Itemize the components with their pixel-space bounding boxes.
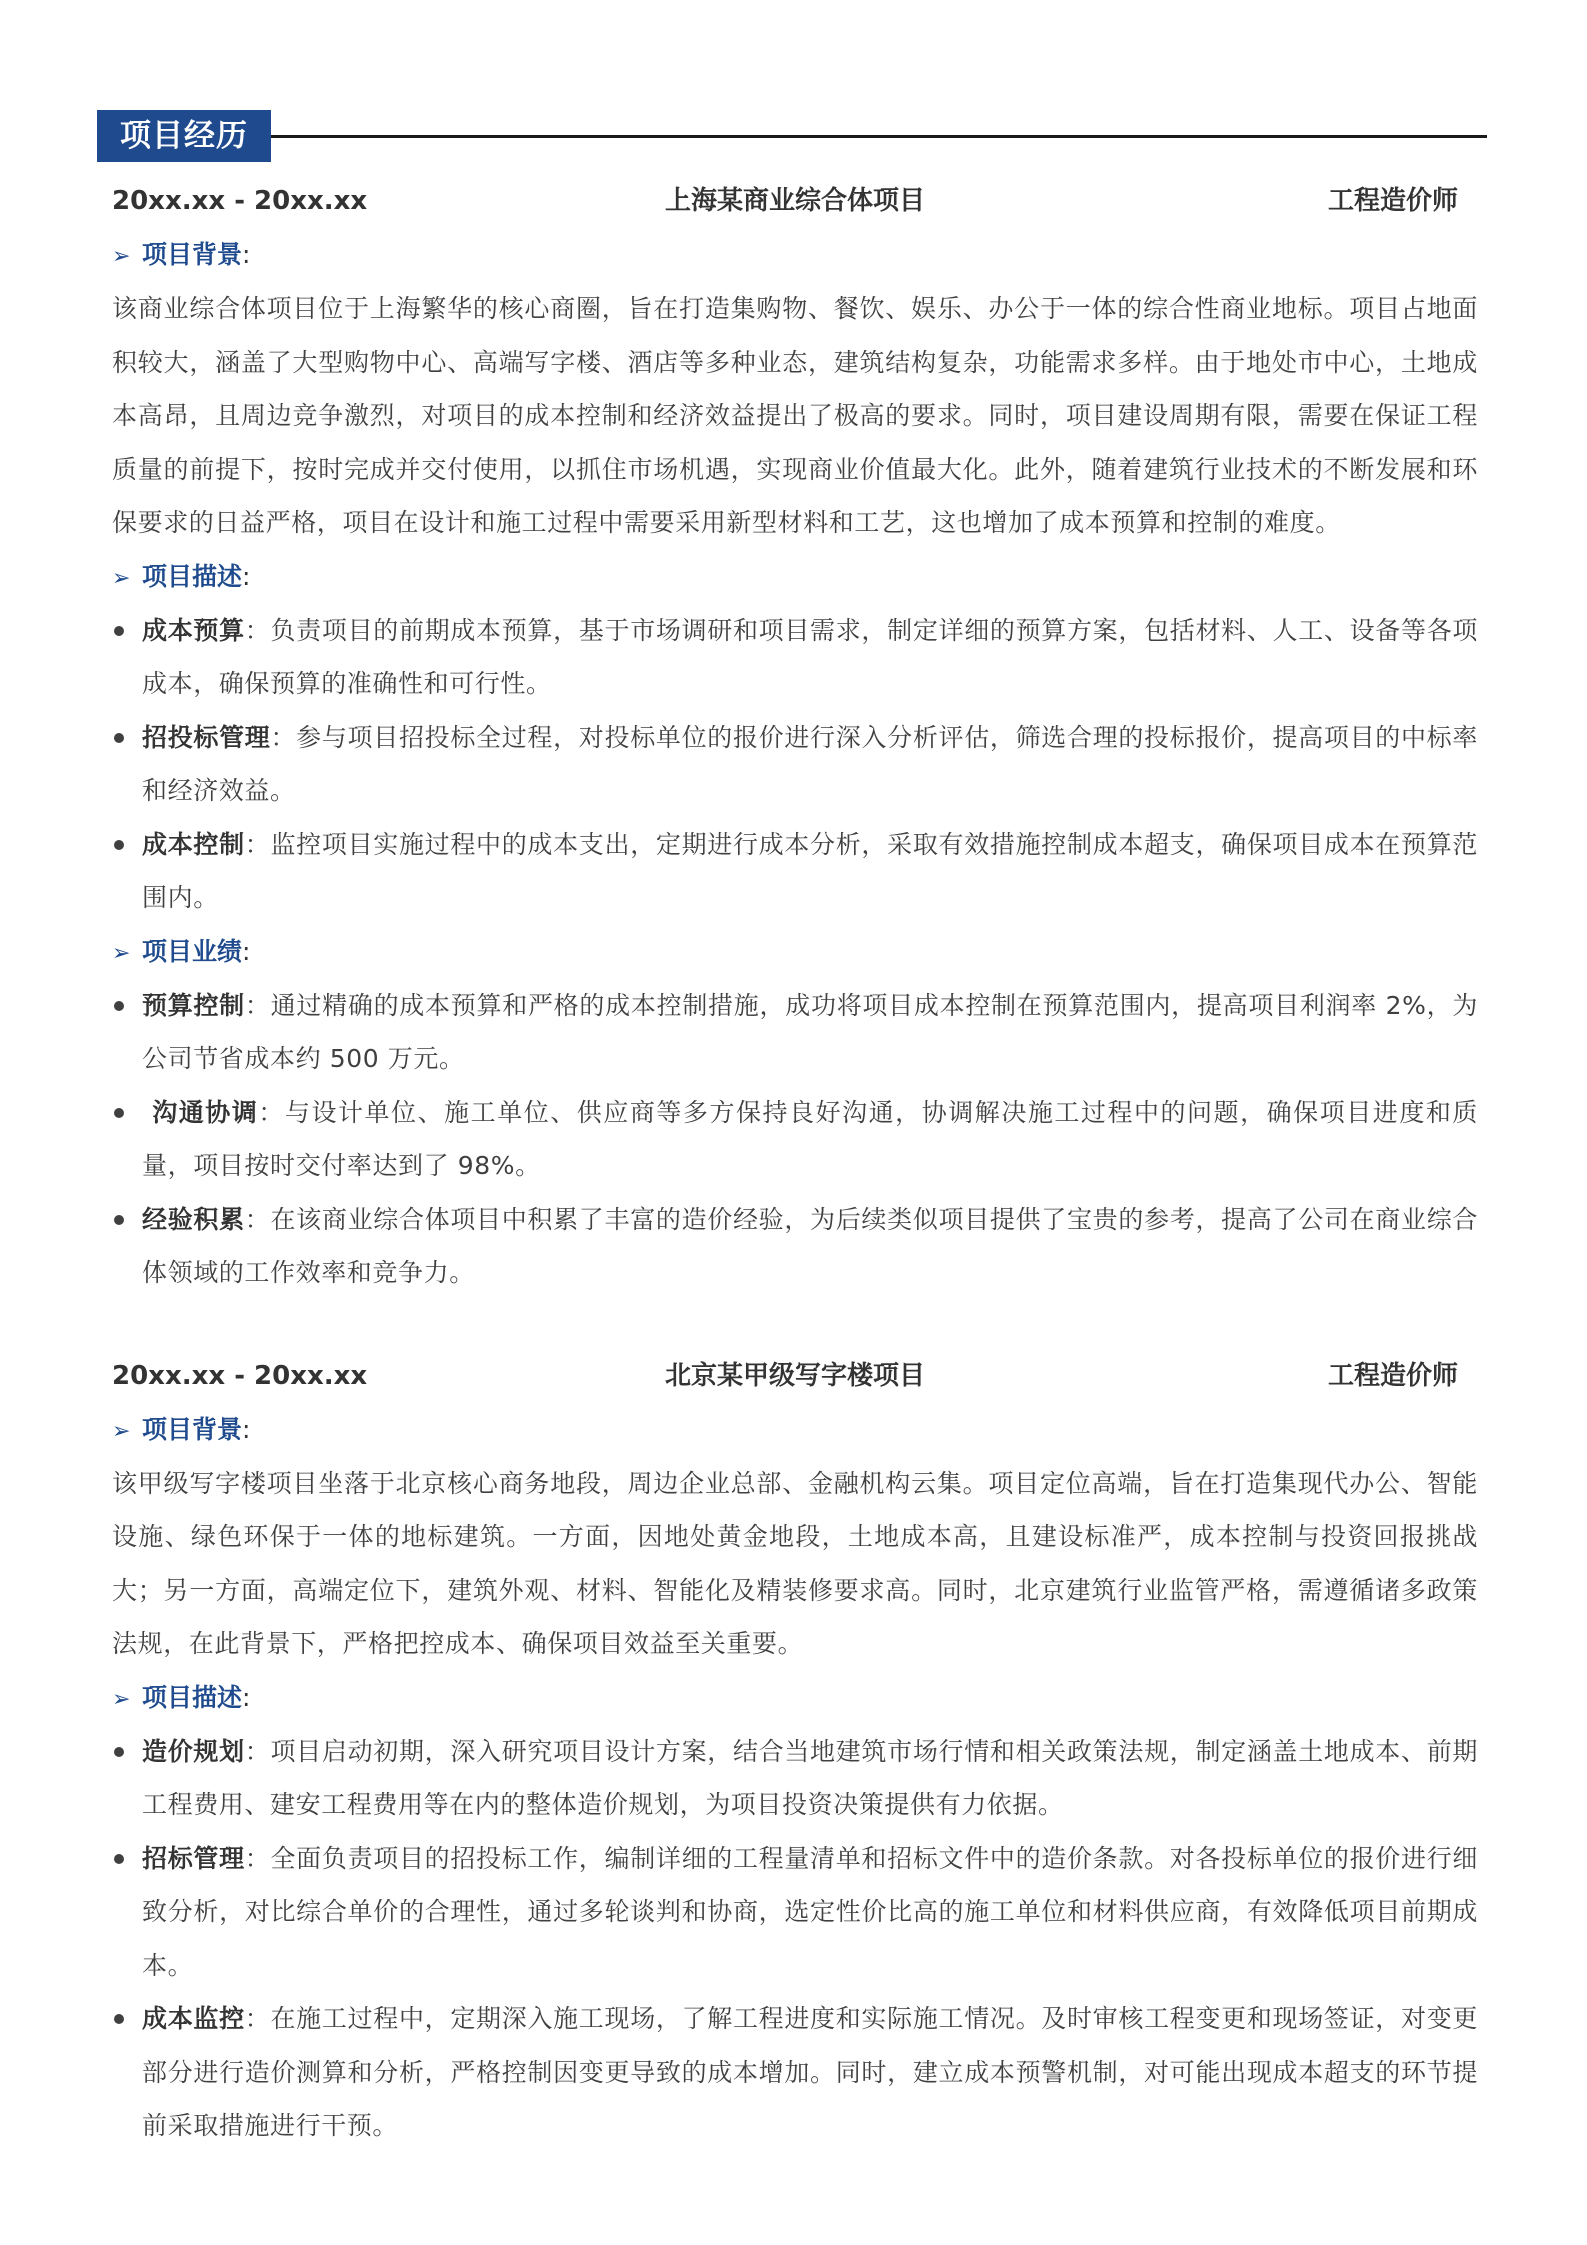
item-term: 沟通协调 [142,1097,259,1127]
arrow-right-icon: ➢ [112,1418,131,1444]
list-item [112,711,1478,818]
project-role: 工程造价师 [1327,186,1458,216]
project-role: 工程造价师 [1327,1360,1458,1391]
project-name: 北京某甲级写字楼项目 [664,1360,925,1391]
background-sep: : [242,240,251,269]
project-entry [112,1349,1478,2153]
item-text: 参与项目招投标全过程，对投标单位的报价进行深入分析评估，筛选合理的投标报价，提高项目的中标率和经济效益。 [142,722,1478,805]
list-item [112,979,1478,1086]
item-sep: ： [244,1736,271,1766]
bullet-dot-icon [114,1108,124,1118]
list-item [112,604,1478,711]
bullet-dot-icon [114,1747,124,1757]
item-term: 招投标管理 [142,722,271,752]
item-term: 成本监控 [142,2004,245,2033]
arrow-right-icon: ➢ [112,1686,131,1712]
item-sep: ： [258,1097,285,1127]
background-heading [112,228,1478,282]
achievement-heading [112,925,1478,979]
item-sep: ： [270,722,297,752]
project-header [112,1349,1478,1403]
item-term: 招标管理 [142,1843,245,1873]
section-title: 项目经历 [97,110,271,162]
item-text: 在该商业综合体项目中积累了丰富的造价经验，为后续类似项目提供了宝贵的参考，提高了公司在商业综合体领域的工作效率和竞争力。 [142,1204,1478,1287]
project-date: 20xx.xx - 20xx.xx [112,186,368,216]
description-list [112,1725,1478,2153]
background-label: 项目背景 [142,1414,243,1444]
item-sep: ： [244,990,271,1020]
achievement-sep: : [242,936,251,966]
description-label: 项目描述 [142,561,243,591]
section-header [97,110,1487,162]
item-text: 通过精确的成本预算和严格的成本控制措施，成功将项目成本控制在预算范围内，提高项目利润率 2%，为公司节省成本约 500 万元。 [142,990,1478,1073]
arrow-right-icon: ➢ [112,244,131,269]
description-heading [112,1671,1478,1725]
project-list [112,174,1478,2153]
item-sep: ： [244,829,271,859]
description-list [112,604,1478,925]
background-label: 项目背景 [142,240,243,269]
item-text: 负责项目的前期成本预算，基于市场调研和项目需求，制定详细的预算方案，包括材料、人工、设备等各项成本，确保预算的准确性和可行性。 [142,615,1478,698]
background-text: 该商业综合体项目位于上海繁华的核心商圈，旨在打造集购物、餐饮、娱乐、办公于一体的综合性商业地标。项目占地面积较大，涵盖了大型购物中心、高端写字楼、酒店等多种业态，建筑结构复杂，功能需求多样。由于地处市中心，土地成本高昂，且周边竞争激烈，对项目的成本控制和经济效益提出了极高的要求。同时，项目建设周期有限，需要在保证工程质量的前提下，按时完成并交付使用，以抓住市场机遇，实现商业价值最大化。此外，随着建筑行业技术的不断发展和环保要求的日益严格，项目在设计和施工过程中需要采用新型材料和工艺，这也增加了成本预算和控制的难度。 [112,294,1478,537]
background-sep: : [242,1414,251,1444]
item-term: 预算控制 [142,990,245,1020]
bullet-dot-icon [114,840,124,850]
bullet-dot-icon [114,626,124,636]
item-term: 成本预算 [142,615,245,645]
bullet-dot-icon [114,1215,124,1225]
item-text: 全面负责项目的招投标工作，编制详细的工程量清单和招标文件中的造价条款。对各投标单位的报价进行细致分析，对比综合单价的合理性，通过多轮谈判和协商，选定性价比高的施工单位和材料供应商，有效降低项目前期成本。 [142,1843,1478,1980]
item-term: 成本控制 [142,829,245,859]
description-heading [112,550,1478,604]
item-sep: ： [244,1843,271,1873]
bullet-dot-icon [114,1854,124,1864]
achievement-label: 项目业绩 [142,936,243,966]
background-heading [112,1403,1478,1457]
list-item [112,1193,1478,1300]
item-term: 造价规划 [142,1736,245,1766]
arrow-right-icon: ➢ [112,565,131,591]
item-text: 在施工过程中，定期深入施工现场，了解工程进度和实际施工情况。及时审核工程变更和现场签证，对变更部分进行造价测算和分析，严格控制因变更导致的成本增加。同时，建立成本预警机制，对可能出现成本超支的环节提前采取措施进行干预。 [142,2004,1478,2140]
project-header [112,174,1478,228]
bullet-dot-icon [114,2014,124,2024]
description-label: 项目描述 [142,1682,243,1712]
item-sep: ： [244,615,271,645]
background-text: 该甲级写字楼项目坐落于北京核心商务地段，周边企业总部、金融机构云集。项目定位高端，旨在打造集现代办公、智能设施、绿色环保于一体的地标建筑。一方面，因地处黄金地段，土地成本高，且建设标准严，成本控制与投资回报挑战大；另一方面，高端定位下，建筑外观、材料、智能化及精装修要求高。同时，北京建筑行业监管严格，需遵循诸多政策法规，在此背景下，严格把控成本、确保项目效益至关重要。 [112,1468,1478,1658]
item-text: 项目启动初期，深入研究项目设计方案，结合当地建筑市场行情和相关政策法规，制定涵盖土地成本、前期工程费用、建安工程费用等在内的整体造价规划，为项目投资决策提供有力依据。 [142,1736,1478,1819]
list-item [112,1832,1478,1993]
item-text: 监控项目实施过程中的成本支出，定期进行成本分析，采取有效措施控制成本超支，确保项目成本在预算范围内。 [142,829,1478,912]
arrow-right-icon: ➢ [112,940,131,966]
item-text: 与设计单位、施工单位、供应商等多方保持良好沟通，协调解决施工过程中的问题，确保项目进度和质量，项目按时交付率达到了 98%。 [142,1097,1478,1180]
bullet-dot-icon [114,733,124,743]
list-item [112,1725,1478,1832]
item-term: 经验积累 [142,1204,245,1234]
project-date: 20xx.xx - 20xx.xx [112,1360,368,1391]
list-item [112,818,1478,925]
project-entry [112,174,1478,1300]
list-item [112,1086,1478,1193]
item-sep: ： [244,1204,271,1234]
description-sep: : [242,561,251,591]
achievement-list [112,979,1478,1300]
description-sep: : [242,1682,251,1712]
item-sep: ： [244,2004,271,2033]
section-divider [271,135,1487,138]
list-item [112,1992,1478,2153]
bullet-dot-icon [114,1001,124,1011]
project-name: 上海某商业综合体项目 [664,186,925,216]
